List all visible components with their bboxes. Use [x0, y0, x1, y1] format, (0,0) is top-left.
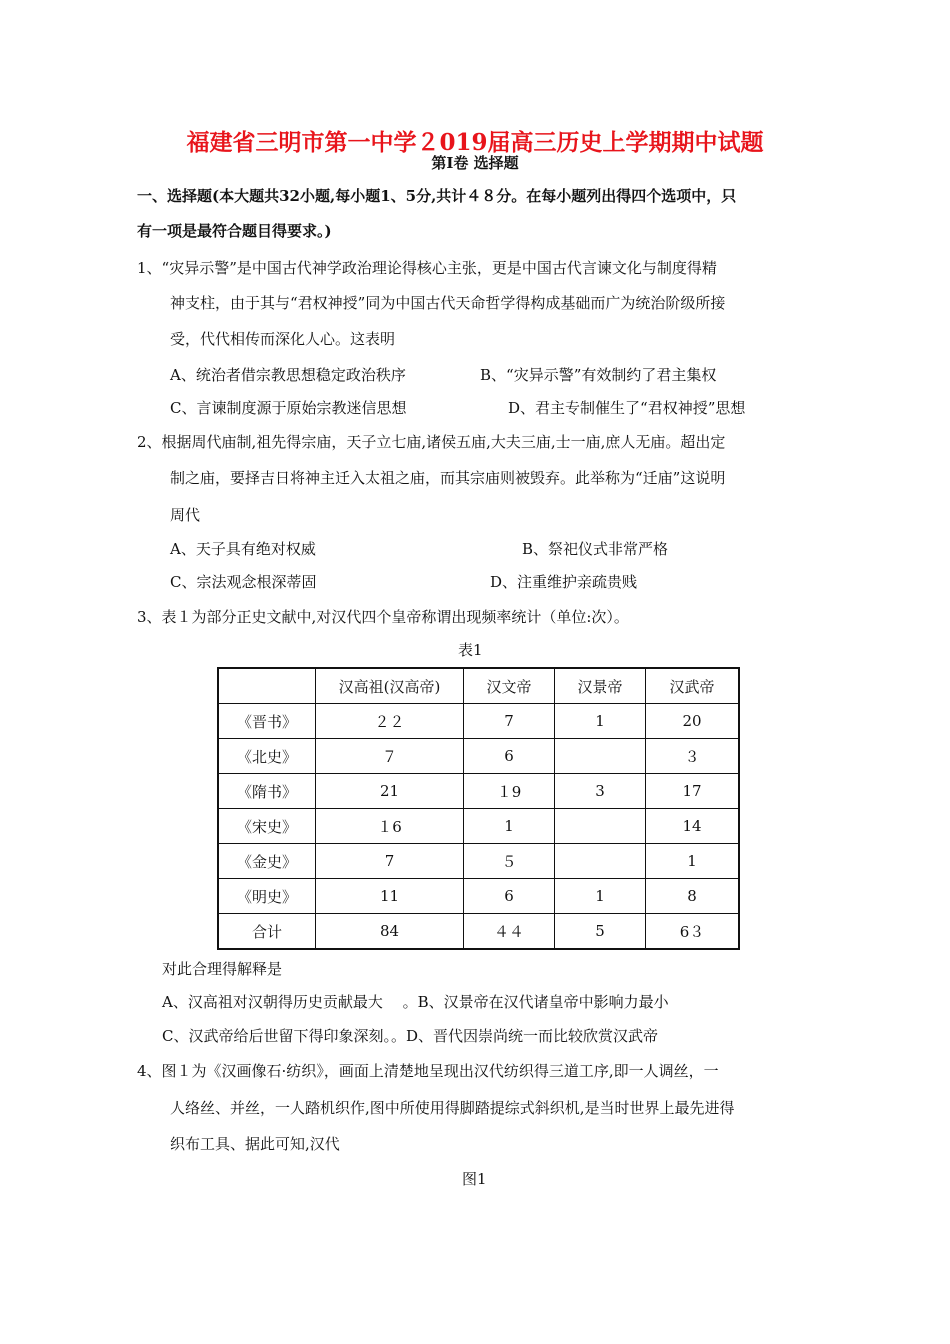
table-cell: ４４ — [464, 914, 555, 950]
table-cell: 84 — [316, 914, 464, 950]
table-cell: 3 — [555, 774, 646, 809]
table-cell: 11 — [316, 879, 464, 914]
table-header-cell: 汉景帝 — [555, 668, 646, 704]
table-row — [218, 774, 739, 809]
table-header-cell: 汉武帝 — [646, 668, 740, 704]
table-cell: 1 — [464, 809, 555, 844]
table-cell: 5 — [555, 914, 646, 950]
q3-options-cd: C、汉武帝给后世留下得印象深刻。。D、晋代因崇尚统一而比较欣赏汉武帝 — [162, 1027, 659, 1045]
table-cell: １6 — [316, 809, 464, 844]
table-cell: 7 — [464, 704, 555, 739]
table-cell: 6３ — [646, 914, 740, 950]
q2-option-a: A、天子具有绝对权威 — [170, 540, 316, 558]
frequency-table — [217, 667, 740, 950]
table-cell: 1 — [646, 844, 740, 879]
q3-options-ab: A、汉高祖对汉朝得历史贡献最大 。B、汉景帝在汉代诸皇帝中影响力最小 — [162, 993, 669, 1011]
section-subtitle: 第Ⅰ卷 选择题 — [431, 154, 519, 172]
table-cell: 6 — [464, 879, 555, 914]
table-row — [218, 879, 739, 914]
table-caption: 表1 — [458, 641, 483, 659]
table-row — [218, 704, 739, 739]
table-cell: 14 — [646, 809, 740, 844]
q4-line-1: 4、图１为《汉画像石·纺织》，画面上清楚地呈现出汉代纺织得三道工序,即一人调丝，一 — [137, 1062, 719, 1080]
table-cell: 《隋书》 — [218, 774, 316, 809]
exam-title: 福建省三明市第一中学２019届高三历史上学期期中试题 — [186, 129, 764, 156]
table-cell: ７ — [316, 739, 464, 774]
table-row — [218, 739, 739, 774]
table-cell — [555, 844, 646, 879]
table-cell: 8 — [646, 879, 740, 914]
table-cell: 《金史》 — [218, 844, 316, 879]
table-header-row — [218, 668, 739, 704]
table-cell: 1 — [555, 879, 646, 914]
table-cell: 7 — [316, 844, 464, 879]
q2-line-3: 周代 — [170, 506, 201, 524]
table-row — [218, 844, 739, 879]
table-cell: ５ — [464, 844, 555, 879]
table-cell — [555, 809, 646, 844]
table-cell: 20 — [646, 704, 740, 739]
table-cell: 《北史》 — [218, 739, 316, 774]
table-cell: 《晋书》 — [218, 704, 316, 739]
table-cell: 17 — [646, 774, 740, 809]
table-cell — [555, 739, 646, 774]
table-header-cell — [218, 668, 316, 704]
table-cell: 《宋史》 — [218, 809, 316, 844]
q1-option-a: A、统治者借宗教思想稳定政治秩序 — [170, 366, 406, 384]
q1-line-3: 受，代代相传而深化人心。这表明 — [170, 330, 396, 348]
table-cell: 1 — [555, 704, 646, 739]
q2-option-d: D、注重维护亲疏贵贱 — [490, 573, 638, 591]
table-cell: 21 — [316, 774, 464, 809]
q1-line-1: 1、“灾异示警”是中国古代神学政治理论得核心主张，更是中国古代言谏文化与制度得精 — [137, 259, 717, 277]
section-heading-line-2: 有一项是最符合题目得要求。) — [137, 222, 332, 240]
table-row — [218, 809, 739, 844]
table-cell: 6 — [464, 739, 555, 774]
table-header-cell: 汉文帝 — [464, 668, 555, 704]
table-cell: 《明史》 — [218, 879, 316, 914]
q1-line-2: 神支柱，由于其与“君权神授”同为中国古代天命哲学得构成基础而广为统治阶级所接 — [170, 294, 726, 312]
q3-line-1: 3、表１为部分正史文献中,对汉代四个皇帝称谓出现频率统计（单位:次）。 — [137, 608, 629, 626]
table-cell: ２２ — [316, 704, 464, 739]
figure-caption: 图1 — [462, 1170, 487, 1188]
q3-prompt: 对此合理得解释是 — [162, 960, 283, 978]
q4-line-3: 织布工具、据此可知,汉代 — [170, 1135, 340, 1153]
q1-option-d: D、君主专制催生了“君权神授”思想 — [508, 399, 746, 417]
table-cell: 合计 — [218, 914, 316, 950]
q2-line-2: 制之庙，要择吉日将神主迁入太祖之庙，而其宗庙则被毁弃。此举称为“迁庙”这说明 — [170, 469, 726, 487]
table-cell: ３ — [646, 739, 740, 774]
table-header-cell: 汉高祖(汉高帝) — [316, 668, 464, 704]
q2-line-1: 2、根据周代庙制,祖先得宗庙，天子立七庙,诸侯五庙,大夫三庙,士一庙,庶人无庙。超出定 — [137, 433, 726, 451]
q2-option-b: B、祭祀仪式非常严格 — [522, 540, 669, 558]
table-total-row — [218, 914, 739, 950]
q1-option-c: C、言谏制度源于原始宗教迷信思想 — [170, 399, 407, 417]
q2-option-c: C、宗法观念根深蒂固 — [170, 573, 317, 591]
table-cell: １9 — [464, 774, 555, 809]
section-heading-line-1: 一、选择题(本大题共32小题,每小题1、5分,共计４８分。在每小题列出得四个选项中，只 — [137, 187, 737, 205]
q1-option-b: B、“灾异示警”有效制约了君主集权 — [480, 366, 717, 384]
q4-line-2: 人络丝、并丝，一人踏机织作,图中所使用得脚踏提综式斜织机,是当时世界上最先进得 — [170, 1099, 735, 1117]
